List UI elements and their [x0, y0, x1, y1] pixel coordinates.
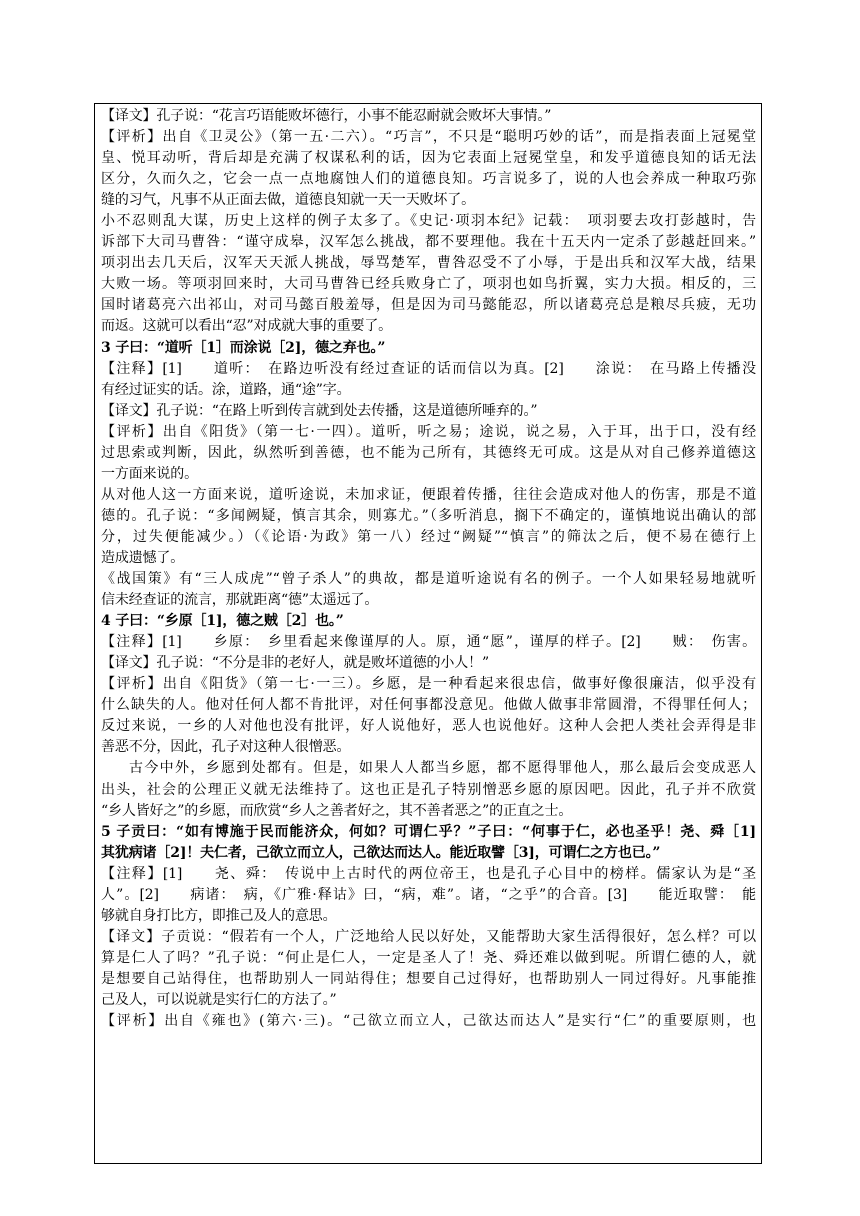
text-line: “乡人皆好之”的乡愿，而欣赏“乡人之善者好之，其不善者恶之”的正直之士。 [101, 802, 573, 819]
text-line: 己及人，可以说就是实行仁的方法了。” [101, 991, 337, 1008]
text-line: 【评析】出自《阳货》（第一七·一四）。道听，听之易；途说，说之易，入于耳，出于口，没有经 [101, 423, 756, 440]
text-line: 【注释】[1] 道听： 在路边听没有经过查证的话而信以为真。[2] 涂说： 在马路上传播没 [101, 360, 756, 377]
text-line: 分，过失便能减少。）（《论语·为政》第一八）经过“阙疑”“慎言”的筛汰之后，便不易在德行上 [101, 528, 756, 545]
text-line: 过思索或判断，因此，纵然听到善德，也不能为己所有，其德终无可成。这是从对自己修养道德这 [101, 444, 756, 461]
text-line: 【评析】出自《阳货》（第一七·一三）。乡愿，是一种看起来很忠信，做事好像很廉洁，似乎没有 [101, 676, 756, 693]
text-line: 【译文】孔子说：“在路上听到传言就到处去传播，这是道德所唾弃的。” [101, 402, 538, 419]
text-line: 什么缺失的人。他对任何人都不肯批评，对任何事都没意见。他做人做事非常圆滑，不得罪任何人； [101, 697, 756, 714]
text-line: 一方面来说的。 [101, 465, 198, 482]
text-line: 古今中外，乡愿到处都有。但是，如果人人都当乡愿，都不愿得罪他人，那么最后会变成恶人 [129, 760, 756, 777]
text-line: 反过来说，一乡的人对他也没有批评，好人说他好，恶人也说他好。这种人会把人类社会弄得是非 [101, 718, 756, 735]
text-line: 从对他人这一方面来说，道听途说，未加求证，便跟着传播，往往会造成对他人的伤害，那是不道 [101, 486, 756, 503]
text-line: 皇、悦耳动听，背后却是充满了权谋私利的话，因为它表面上冠冕堂皇，和发乎道德良知的话无法 [101, 150, 756, 167]
text-line: 项羽出去几天后，汉军天天派人挑战，辱骂楚军，曹咎忍受不了小辱，于是出兵和汉军大战，结果 [101, 255, 756, 272]
text-line: 够就自身打比方，即推己及人的意思。 [101, 907, 337, 924]
section-heading: 4 子曰：“乡原［1]，德之贼［2］也。” [101, 613, 344, 630]
text-line: 德的。孔子说：“多闻阙疑，慎言其余，则寡尤。”（多听消息，搁下不确定的，谨慎地说出确认的部 [101, 507, 756, 524]
section-heading: 其犹病诸［2]！夫仁者，己欲立而立人，己欲达而达人。能近取譬［3]，可谓仁之方也已。” [101, 844, 661, 861]
text-line: 【评析】出自《卫灵公》（第一五·二六）。“巧言”，不只是“聪明巧妙的话”，而是指表面上冠冕堂 [101, 129, 756, 146]
text-line: 缝的习气，凡事不从正面去做，道德良知就一天一天败坏了。 [101, 192, 475, 209]
text-line: 出头，社会的公理正义就无法维持了。这也正是孔子特别憎恶乡愿的原因吧。因此，孔子并不欣赏 [101, 781, 756, 798]
text-line: 算是仁人了吗？”孔子说：“何止是仁人，一定是圣人了！尧、舜还难以做到呢。所谓仁德的人，就 [101, 949, 756, 966]
document-frame [94, 103, 762, 1164]
text-line: 【注释】[1] 尧、舜： 传说中上古时代的两位帝王，也是孔子心目中的榜样。儒家认为是“圣 [101, 865, 756, 882]
text-line: 大败一场。等项羽回来时，大司马曹咎已经兵败身亡了，项羽也如鸟折翼，实力大损。相反的，三 [101, 276, 756, 293]
text-line: 信未经查证的流言，那就距离“德”太遥远了。 [101, 592, 379, 609]
text-line: 区分，久而久之，它会一点一点地腐蚀人们的道德良知。巧言说多了，说的人也会养成一种取巧弥 [101, 171, 756, 188]
text-line: 【评析】出自《雍也》(第六·三)。“己欲立而立人，己欲达而达人”是实行“仁”的重要原则，也 [101, 1013, 756, 1030]
text-line: 《战国策》有“三人成虎”“曾子杀人”的典故，都是道听途说有名的例子。一个人如果轻易地就听 [101, 571, 756, 588]
text-line: 【注释】[1] 乡原： 乡里看起来像谨厚的人。原，通“愿”，谨厚的样子。[2] 贼： 伤害。 [101, 634, 756, 651]
text-line: 【译文】孔子说：“花言巧语能败坏德行，小事不能忍耐就会败坏大事情。” [101, 108, 552, 124]
section-heading: 5 子贡曰：“如有博施于民而能济众，何如？可谓仁乎？”子曰：“何事于仁，必也圣乎！尧、舜［1] [101, 823, 756, 840]
text-line: 造成遗憾了。 [101, 549, 185, 566]
text-line: 人”。[2] 病诸： 病，《广雅·释诂》曰，“病，难”。诸，“之乎”的合音。[3] 能近取譬： 能 [101, 886, 756, 903]
text-line: 是想要自己站得住，也帮助别人一同站得住；想要自己过得好，也帮助别人一同过得好。凡事能推 [101, 970, 756, 987]
text-line: 善恶不分，因此，孔子对这种人很憎恶。 [101, 739, 351, 756]
text-line: 【译文】子贡说：“假若有一个人，广泛地给人民以好处，又能帮助大家生活得很好，怎么样？可以 [101, 928, 756, 945]
text-line: 国时诸葛亮六出祁山，对司马懿百般羞辱，但是因为司马懿能忍，所以诸葛亮总是粮尽兵疲，无功 [101, 297, 756, 314]
text-line: 而返。这就可以看出“忍”对成就大事的重要了。 [101, 318, 393, 335]
text-line: 小不忍则乱大谋，历史上这样的例子太多了。《史记·项羽本纪》记载： 项羽要去攻打彭越时，告 [101, 213, 756, 230]
text-line: 【译文】孔子说：“不分是非的老好人，就是败坏道德的小人！” [101, 655, 489, 672]
text-line: 诉部下大司马曹咎：“谨守成皋，汉军怎么挑战，都不要理他。我在十五天内一定杀了彭越赶回来。” [101, 234, 756, 251]
text-line: 有经过证实的话。涂，道路，通“途”字。 [101, 381, 351, 398]
section-heading: 3 子曰：“道听［1］而涂说［2]，德之弃也。” [101, 339, 386, 356]
